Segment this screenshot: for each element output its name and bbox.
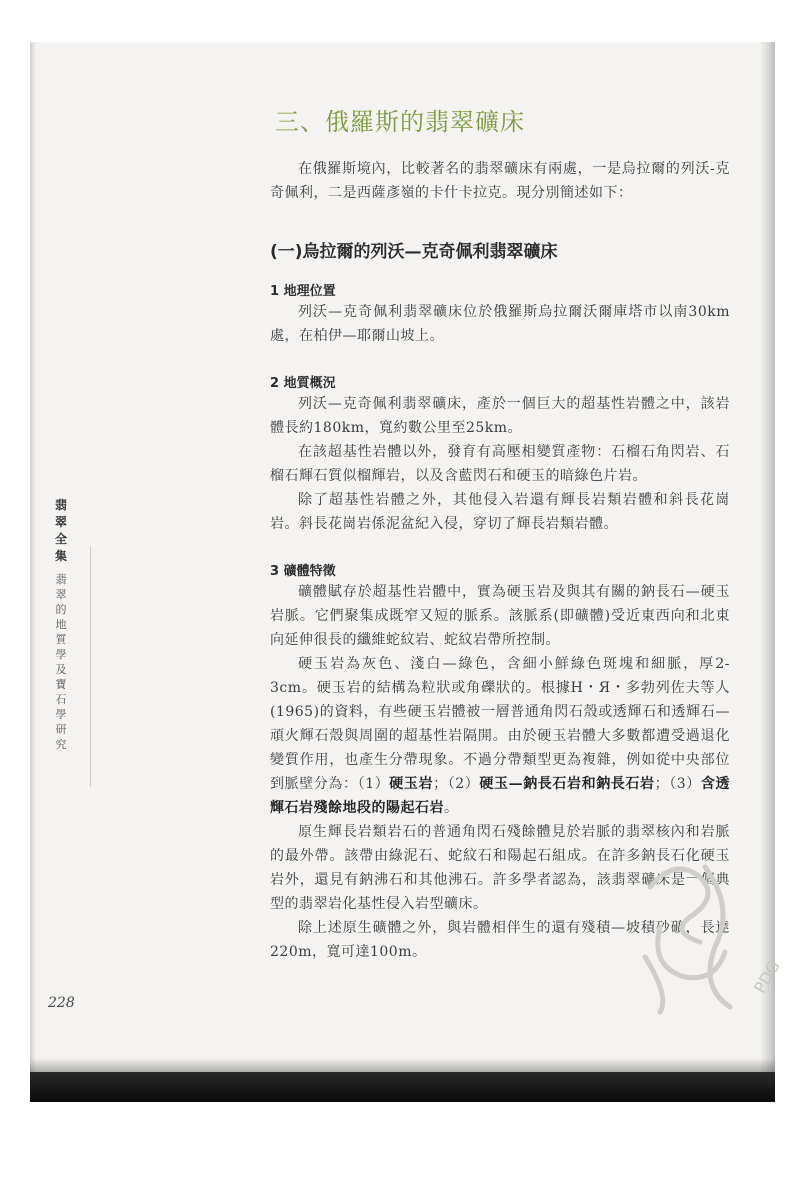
- page-bottom-band: [30, 1072, 775, 1102]
- paragraph-orebody-2: [270, 652, 730, 820]
- zone-end: 。: [444, 800, 459, 816]
- paragraph-orebody-4: 除上述原生礦體之外，與岩體相伴生的還有殘積—坡積砂礦，長達220m，寬可達100m。: [270, 920, 730, 960]
- page-left-shadow: [30, 42, 36, 1102]
- book-title-vertical: 翡翠全集: [54, 498, 67, 563]
- scanned-page: [30, 42, 784, 1102]
- subsection-title: (一)烏拉爾的列沃—克奇佩利翡翠礦床: [270, 242, 558, 262]
- page-right-edge: [761, 42, 775, 1102]
- zone-2-name: 硬玉—鈉長石岩和鈉長石岩: [479, 776, 655, 792]
- heading-location: 1 地理位置: [270, 284, 336, 299]
- intro-paragraph: 在俄羅斯境內，比較著名的翡翠礦床有兩處，一是烏拉爾的列沃-克奇佩利，二是西薩彥嶺的卡什卡拉克。現分別簡述如下：: [270, 161, 730, 201]
- heading-orebody: 3 礦體特徵: [270, 564, 336, 579]
- paragraph-location: 列沃—克奇佩利翡翠礦床位於俄羅斯烏拉爾沃爾庫塔市以南30km處，在柏伊—耶爾山坡上。: [270, 304, 730, 344]
- page-number: 228: [48, 995, 75, 1011]
- paragraph-geology-2: 在該超基性岩體以外，發育有高壓相變質產物：石榴石角閃岩、石榴石輝石質似榴輝岩，以及含藍閃石和硬玉的暗綠色片岩。: [270, 444, 730, 484]
- section-title: 三、俄羅斯的翡翠礦床: [275, 108, 525, 136]
- paragraph-orebody-2-text: 硬玉岩為灰色、淺白—綠色，含細小鮮綠色斑塊和細脈，厚2-3cm。硬玉岩的結構為粒狀或角礫狀的。根據H・Я・多勃列佐夫等人(1965)的資料，有些硬玉岩體被一層普通角閃石殼或透輝石和透輝石—頑火輝石殼與周圍的超基性岩隔開。由於硬玉岩體大多數都遭受過退化變質作用，也產生分帶現象。不過分帶類型更為複雜，例如從中央部位到脈壁分為：: [270, 656, 730, 792]
- paragraph-geology-3: 除了超基性岩體之外，其他侵入岩還有輝長岩類岩體和斜長花崗岩。斜長花崗岩係泥盆紀入侵，穿切了輝長岩類岩體。: [270, 492, 730, 532]
- paragraph-orebody-1: 礦體賦存於超基性岩體中，實為硬玉岩及與其有關的鈉長石—硬玉岩脈。它們聚集成既窄又短的脈系。該脈系(即礦體)受近東西向和北東向延伸很長的纖維蛇紋岩、蛇紋岩帶所控制。: [270, 584, 730, 648]
- watermark-text: PDG: [750, 957, 784, 997]
- zone-marker-1: （1）: [357, 776, 390, 792]
- book-subtitle-vertical: 翡翠的地質學及寶石學研究: [55, 573, 67, 751]
- paragraph-orebody-3: 原生輝長岩類岩石的普通角閃石殘餘體見於岩脈的翡翠核內和岩脈的最外帶。該帶由綠泥石、蛇紋石和陽起石組成。在許多鈉長石化硬玉岩外，還見有鈉沸石和其他沸石。許多學者認為，該翡翠礦床是一個典型的翡翠岩化基性侵入岩型礦床。: [270, 824, 730, 912]
- page-bottom-fade: [30, 1058, 775, 1072]
- zone-marker-2: ；（2）: [433, 776, 480, 792]
- zone-3-name: 含透輝石岩殘餘地段的陽起石岩: [270, 776, 731, 816]
- heading-geology: 2 地質概況: [270, 376, 336, 391]
- zone-marker-3: ；（3）: [654, 776, 701, 792]
- zone-1-name: 硬玉岩: [389, 776, 434, 792]
- side-divider: [90, 547, 91, 787]
- paragraph-geology-1: 列沃—克奇佩利翡翠礦床，產於一個巨大的超基性岩體之中，該岩體長約180km，寬約數公里至25km。: [270, 396, 730, 436]
